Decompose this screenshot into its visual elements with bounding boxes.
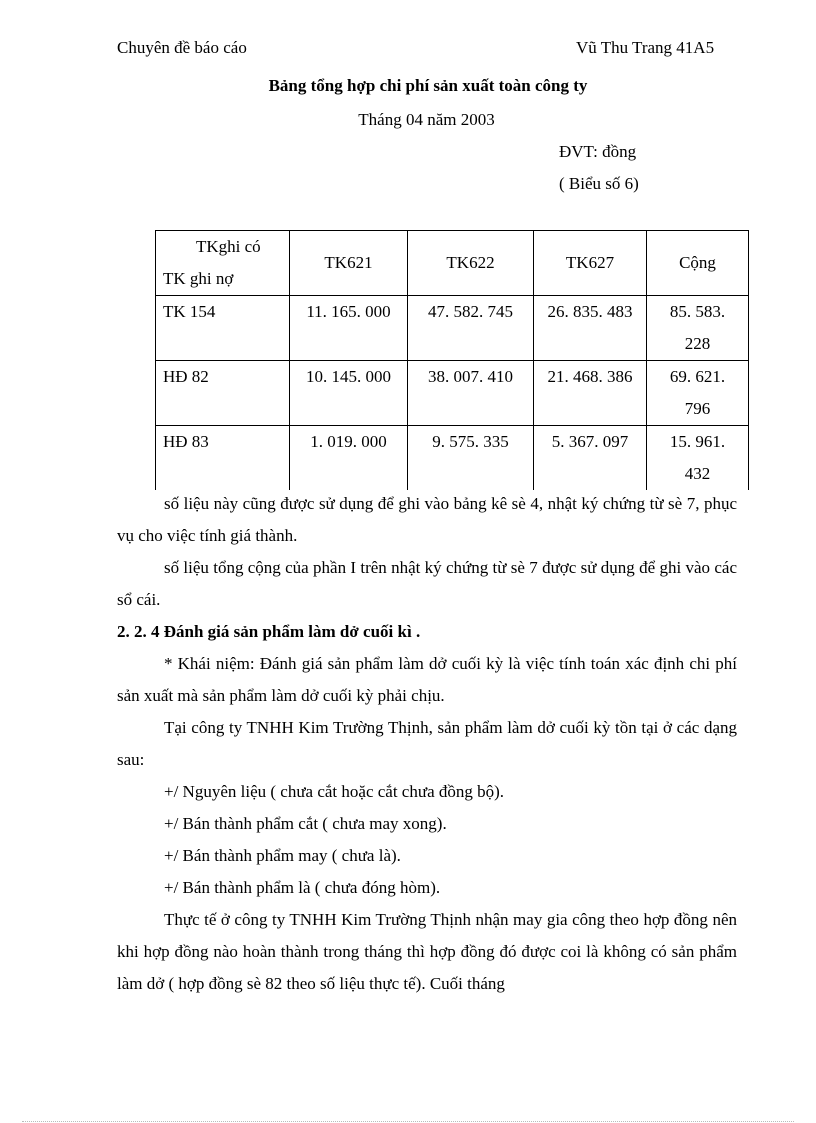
table-cell: 26. 835. 483: [534, 296, 647, 361]
column-header: Cộng: [647, 231, 749, 296]
table-cell: 11. 165. 000: [290, 296, 408, 361]
list-item: +/ Nguyên liệu ( chưa cắt hoặc cắt chưa đồng bộ).: [164, 782, 505, 801]
paragraph: số liệu tổng cộng của phần I trên nhật ký chứng từ sè 7 được sử dụng để ghi vào các sổ cái.: [117, 558, 737, 609]
page-subtitle: Tháng 04 năm 2003: [358, 110, 495, 129]
row-label: TK 154: [156, 296, 290, 361]
table-total-cell: [647, 361, 749, 426]
table-total-cell: [647, 426, 749, 491]
table-row: [156, 296, 749, 361]
total-part: 228: [684, 334, 711, 353]
table-row: [156, 426, 749, 491]
total-part: 432: [684, 464, 711, 483]
table-header-row: [156, 231, 749, 296]
paragraph: số liệu này cũng được sử dụng để ghi vào bảng kê sè 4, nhật ký chứng từ sè 7, phục vụ cho việc tính giá thành.: [117, 494, 737, 545]
table-cell: 1. 019. 000: [290, 426, 408, 491]
total-part: 796: [684, 399, 711, 418]
table-total-cell: [647, 296, 749, 361]
total-part: 69. 621.: [669, 367, 726, 386]
paragraph: Tại công ty TNHH Kim Trường Thịnh, sản phẩm làm dở cuối kỳ tồn tại ở các dạng sau:: [117, 718, 737, 769]
header-right: Vũ Thu Trang 41A5: [576, 38, 715, 57]
table-cell: 47. 582. 745: [408, 296, 534, 361]
row-label: HĐ 82: [156, 361, 290, 426]
table-cell: 10. 145. 000: [290, 361, 408, 426]
total-part: 15. 961.: [669, 432, 726, 451]
table-reference: ( Biểu số 6): [559, 174, 639, 193]
page-title: Bảng tổng hợp chi phí sản xuất toàn công ty: [268, 76, 588, 95]
table-row: [156, 361, 749, 426]
table-cell: 9. 575. 335: [408, 426, 534, 491]
column-header: TK627: [534, 231, 647, 296]
corner-credit-label: TKghi có: [196, 237, 261, 256]
body-text: [117, 488, 737, 1000]
row-label: HĐ 83: [156, 426, 290, 491]
column-header: TK622: [408, 231, 534, 296]
list-item: +/ Bán thành phẩm may ( chưa là).: [164, 846, 401, 865]
column-header: TK621: [290, 231, 408, 296]
unit-label: ĐVT: đồng: [559, 142, 637, 161]
total-part: 85. 583.: [669, 302, 726, 321]
table-cell: 38. 007. 410: [408, 361, 534, 426]
paragraph: * Khái niệm: Đánh giá sản phẩm làm dở cuối kỳ là việc tính toán xác định chi phí sản xuất mà sản phẩm làm dở cuối kỳ phải chịu.: [117, 654, 737, 705]
header-left: Chuyên đề báo cáo: [117, 38, 247, 57]
list-item: +/ Bán thành phẩm cắt ( chưa may xong).: [164, 814, 447, 833]
table-corner-cell: [156, 231, 290, 296]
section-heading: 2. 2. 4 Đánh giá sản phẩm làm dở cuối kì .: [117, 622, 421, 641]
list-item: +/ Bán thành phẩm là ( chưa đóng hòm).: [164, 878, 441, 897]
paragraph: Thực tế ở công ty TNHH Kim Trường Thịnh nhận may gia công theo hợp đồng nên khi hợp đồng nào hoàn thành trong tháng thì hợp đồng đó được coi là không có sản phẩm làm dở ( hợp đồng sè 82 theo số liệu thực tế). Cuối tháng: [117, 910, 737, 993]
table-cell: 5. 367. 097: [534, 426, 647, 491]
corner-debit-label: TK ghi nợ: [163, 269, 234, 288]
page-bottom-divider: [22, 1121, 794, 1122]
cost-summary-table: [155, 230, 749, 490]
table-cell: 21. 468. 386: [534, 361, 647, 426]
